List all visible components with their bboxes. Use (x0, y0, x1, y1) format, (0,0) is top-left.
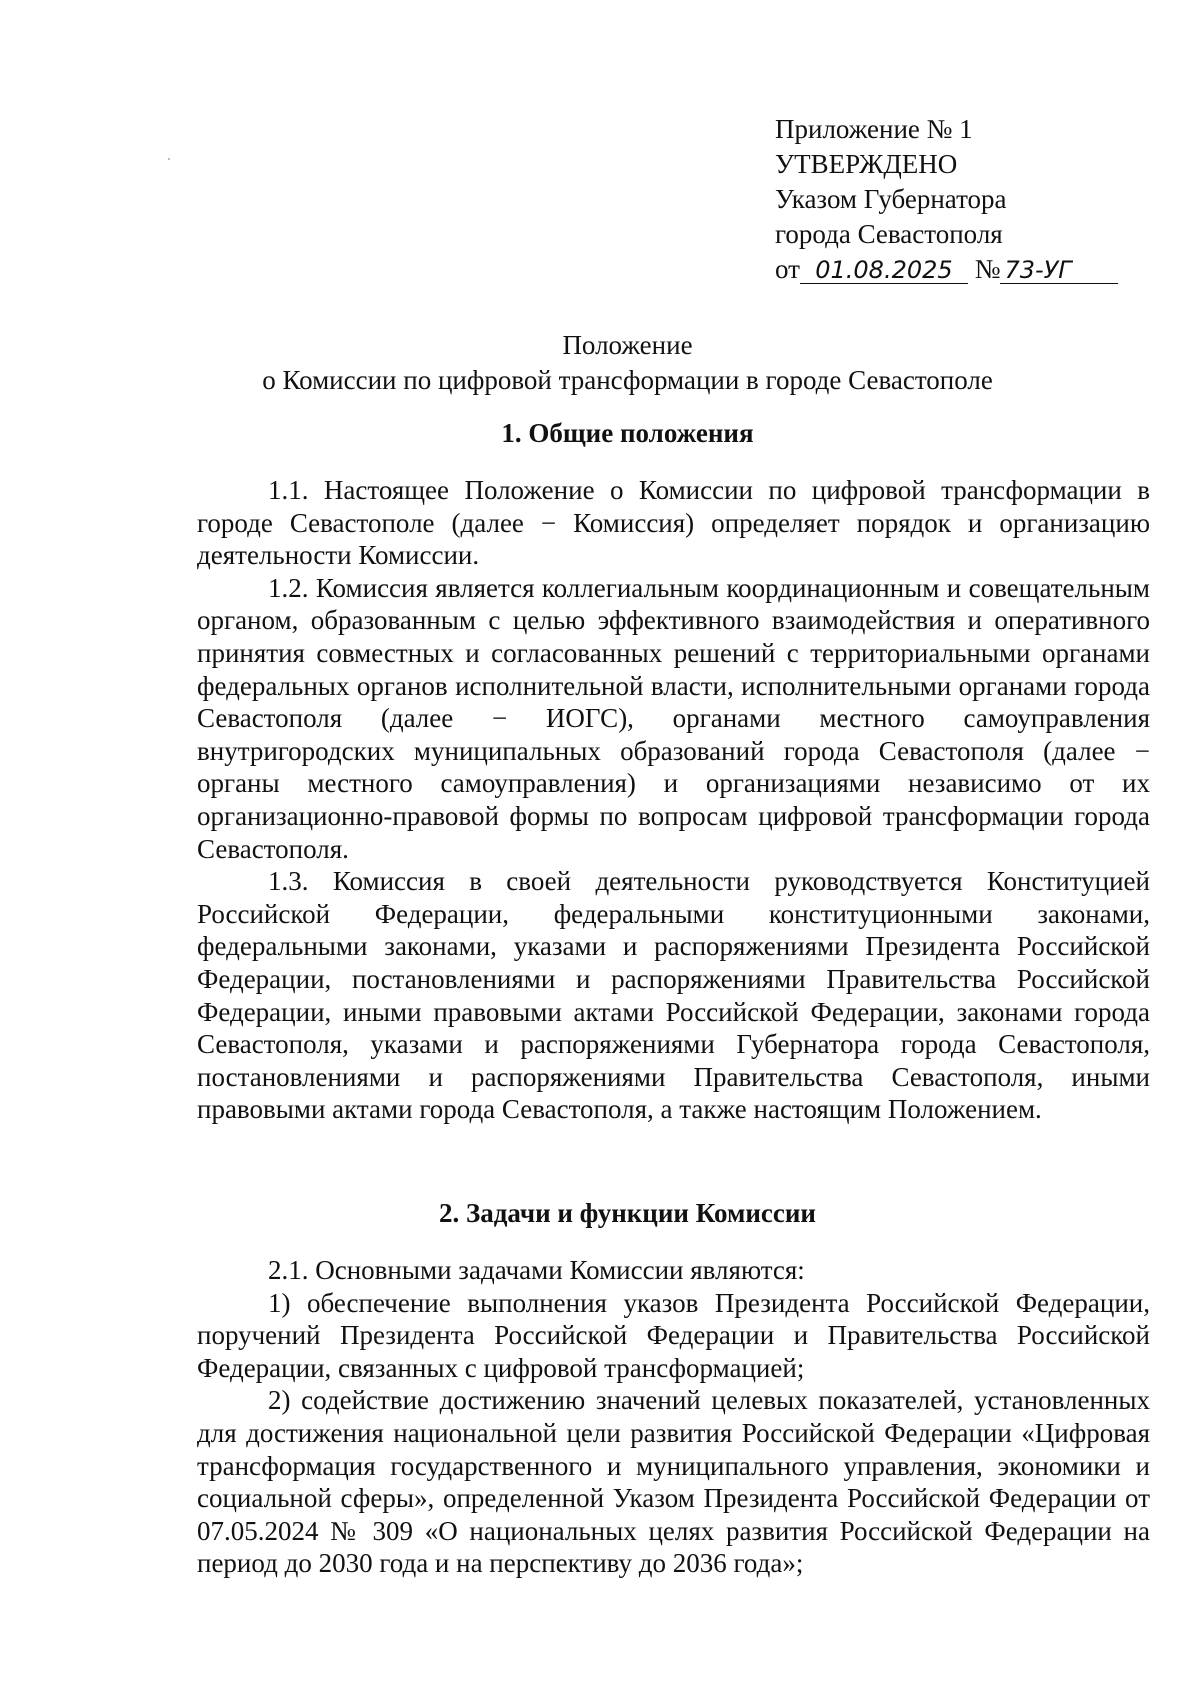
title-line-1: Положение (562, 330, 693, 360)
approved-label: УТВЕРЖДЕНО (775, 149, 958, 179)
list-item-2: 2) содействие достижению значений целевых показателей, установленных для достижения национальной цели развития Российской Федерации «Цифровая трансформация государственного и муниципального управления, экономики и социальной сферы», определенной Указом Президента Российской Федерации от 07.05.2024 № 309 «О национальных целях развития Российской Федерации на период до 2030 года и на перспективу до 2036 года»; (197, 1385, 1150, 1579)
handwritten-date: 01.08.2025 (800, 257, 968, 284)
section-2-heading: 2. Задачи и функции Комиссии (439, 1198, 816, 1228)
handwritten-number: 73-УГ (1000, 257, 1118, 284)
paragraph-1-1: 1.1. Настоящее Положение о Комиссии по цифровой трансформации в городе Севастополе (далее − Комиссия) определяет порядок и организацию деятельности Комиссии. (197, 475, 1150, 571)
appendix-number: Приложение № 1 (775, 114, 973, 144)
paragraph-1-2: 1.2. Комиссия является коллегиальным координационным и совещательным органом, образованным с целью эффективного взаимодействия и оперативного принятия совместных и согласованных решений с территориальными органами федеральных органов исполнительной власти, исполнительными органами города Севастополя (далее − ИОГС), органами местного самоуправления внутригородских муниципальных образований города Севастополя (далее − органы местного самоуправления) и организациями независимо от их организационно-правовой формы по вопросам цифровой трансформации города Севастополя. (197, 572, 1150, 864)
decree-issuer: Указом Губернатора (775, 184, 1007, 214)
paragraph-2-1: 2.1. Основными задачами Комиссии являются: (268, 1255, 805, 1285)
number-prefix: № (974, 254, 1001, 284)
section-1-body (197, 474, 1150, 1126)
paragraph-1-3: 1.3. Комиссия в своей деятельности руководствуется Конституцией Российской Федерации, федеральными конституционными законами, федеральными законами, указами и распоряжениями Президента Российской Федерации, постановлениями и распоряжениями Правительства Российской Федерации, иными правовыми актами Российской Федерации, законами города Севастополя, указами и распоряжениями Губернатора города Севастополя, постановлениями и распоряжениями Правительства Севастополя, иными правовыми актами города Севастополя, а также настоящим Положением. (197, 866, 1150, 1125)
document-title (160, 328, 1095, 398)
decree-date-number (775, 252, 1155, 287)
date-prefix: от (775, 254, 800, 284)
title-line-2: о Комиссии по цифровой трансформации в городе Севастополе (262, 365, 993, 395)
decree-city: города Севастополя (775, 219, 1003, 249)
section-1-heading: 1. Общие положения (501, 418, 754, 448)
section-2-body (197, 1254, 1150, 1580)
approval-stamp-block (775, 112, 1155, 287)
scan-speck (168, 158, 170, 160)
list-item-1: 1) обеспечение выполнения указов Президента Российской Федерации, поручений Президента Российской Федерации и Правительства Российской Федерации, связанных с цифровой трансформацией; (197, 1287, 1150, 1383)
